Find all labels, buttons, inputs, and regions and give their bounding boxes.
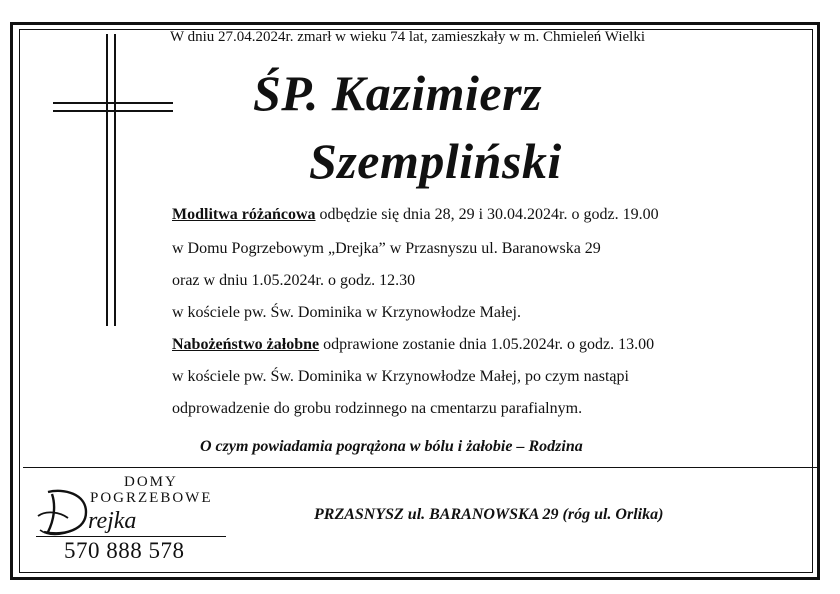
rosary-line xyxy=(172,206,659,224)
rosary-place-line: w Domu Pogrzebowym „Drejka” w Przasnyszu ul. Baranowska 29 xyxy=(172,240,601,257)
rosary-church-line: w kościele pw. Św. Dominika w Krzynowłodze Małej. xyxy=(172,304,521,321)
drejka-d-monogram-icon xyxy=(34,486,94,538)
funeral-service-line xyxy=(172,336,654,354)
rosary-dates: odbędzie się dnia 28, 29 i 30.04.2024r. o godz. 19.00 xyxy=(315,206,659,223)
funeral-church-line: w kościele pw. Św. Dominika w Krzynowłodze Małej, po czym nastąpi xyxy=(172,368,629,385)
funeral-service-heading: Nabożeństwo żałobne xyxy=(172,336,320,353)
funeral-home-address: PRZASNYSZ ul. BARANOWSKA 29 (róg ul. Orlika) xyxy=(314,506,664,523)
logo-line-pogrzebowe: POGRZEBOWE xyxy=(90,490,213,506)
logo-phone-number: 570 888 578 xyxy=(64,538,185,563)
footer-divider xyxy=(23,467,817,468)
cross-horizontal-bar-2 xyxy=(53,110,173,112)
rosary-heading: Modlitwa różańcowa xyxy=(172,206,316,223)
burial-line: odprowadzenie do grobu rodzinnego na cmentarzu parafialnym. xyxy=(172,400,583,417)
funeral-home-logo xyxy=(34,474,234,566)
cross-horizontal-bar-1 xyxy=(53,102,173,104)
funeral-service-date: odprawione zostanie dnia 1.05.2024r. o godz. 13.00 xyxy=(319,336,655,353)
logo-underline xyxy=(36,536,226,537)
logo-wordmark: rejka xyxy=(88,508,137,534)
death-intro: W dniu 27.04.2024r. zmarł w wieku 74 lat, zamieszkały w m. Chmieleń Wielki xyxy=(170,29,645,45)
deceased-name-line2: Szempliński xyxy=(309,133,562,189)
rosary-extra-date-line: oraz w dniu 1.05.2024r. o godz. 12.30 xyxy=(172,272,416,289)
logo-line-domy: DOMY xyxy=(124,474,178,490)
cross-vertical-bar-2 xyxy=(114,34,116,326)
cross-vertical-bar-1 xyxy=(106,34,108,326)
family-announcement: O czym powiadamia pogrążona w bólu i żałobie – Rodzina xyxy=(200,438,583,455)
deceased-name-line1: ŚP. Kazimierz xyxy=(253,65,542,121)
